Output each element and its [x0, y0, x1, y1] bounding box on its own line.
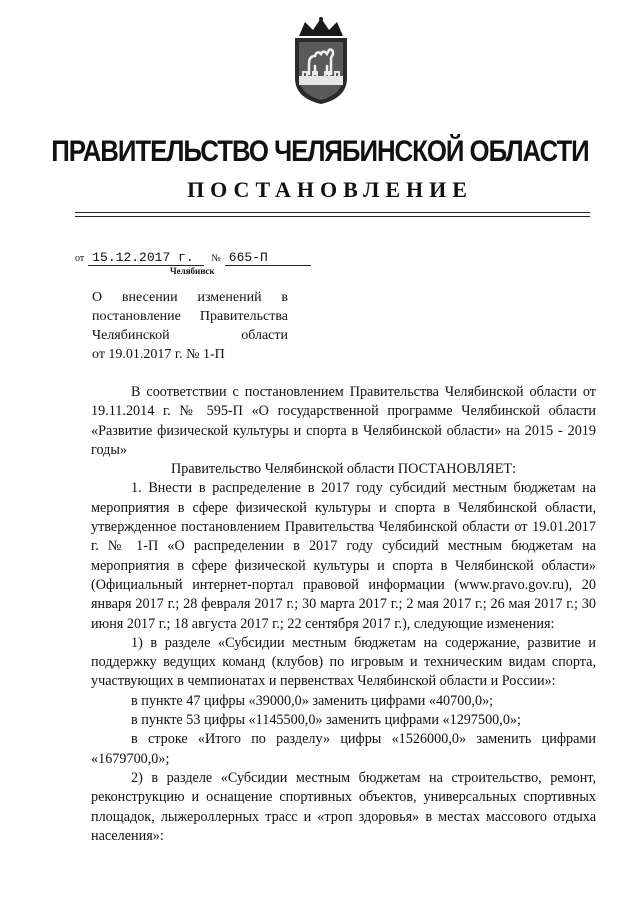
resolution-heading: Правительство Челябинской области ПОСТАНОВЛЯЕТ:	[170, 461, 517, 478]
body-paragraph: 1) в разделе «Субсидии местным бюджетам на содержание, развитие и поддержку ведущих команд (клубов) по игровым и техническим видам спорта, участвующих в чемпионатах и первенствах Челябинской области и России»:	[91, 634, 596, 690]
document-city: Челябинск	[170, 266, 215, 276]
body-paragraph: 2) в разделе «Субсидии местным бюджетам на строительство, ремонт, реконструкцию и оснащение спортивных объектов, универсальных спортивных площадок, лыжероллерных трасс и «троп здоровья» в местах массового отдыха населения»:	[91, 769, 596, 844]
number-prefix: №	[211, 253, 221, 264]
document-number: 665-П	[225, 250, 311, 266]
document-meta	[75, 250, 315, 266]
document-type: ПОСТАНОВЛЕНИЕ	[187, 177, 473, 202]
subject-line: от 19.01.2017 г. № 1-П	[92, 347, 225, 362]
body-paragraph: в пункте 53 цифры «1145500,0» заменить цифрами «1297500,0»;	[131, 712, 521, 729]
header-rule-top	[75, 212, 590, 213]
body-paragraph: 1. Внести в распределение в 2017 году субсидий местным бюджетам на мероприятия в сфере физической культуры и спорта в Челябинской области, утвержденное постановлением Правительства Челябинской области от 19.01.2017 г. № 1-П «О распределении в 2017 году субсидий местным бюджетам на мероприятия в сфере физической культуры и спорта в Челябинской области» (Официальный интернет-портал правовой информации (www.pravo.gov.ru), 20 января 2017 г.; 28 февраля 2017 г.; 30 марта 2017 г.; 2 мая 2017 г.; 26 мая 2017 г.; 30 июня 2017 г.; 18 августа 2017 г.; 22 сентября 2017 г.), следующие изменения:	[91, 480, 596, 632]
coat-of-arms-icon	[287, 16, 355, 106]
subject-line: О внесении изменений в	[92, 290, 288, 305]
subject-line: постановление Правительства	[92, 309, 288, 324]
header-rule-bottom	[75, 216, 590, 217]
body-paragraph: в пункте 47 цифры «39000,0» заменить цифрами «40700,0»;	[131, 692, 494, 709]
body-paragraph: в строке «Итого по разделу» цифры «1526000,0» заменить цифрами «1679700,0»;	[91, 731, 596, 767]
preamble-paragraph: В соответствии с постановлением Правительства Челябинской области от 19.11.2014 г. № 595-П «О государственной программе Челябинской области «Развитие физической культуры и спорта в Челябинской области» на 2015 - 2019 годы»	[91, 384, 596, 458]
subject-line: Челябинской области	[92, 328, 288, 343]
document-body	[91, 383, 596, 846]
government-title: ПРАВИТЕЛЬСТВО ЧЕЛЯБИНСКОЙ ОБЛАСТИ	[51, 135, 589, 168]
date-prefix: от	[75, 253, 85, 264]
document-date: 15.12.2017 г.	[88, 250, 204, 266]
document-subject	[92, 288, 288, 364]
